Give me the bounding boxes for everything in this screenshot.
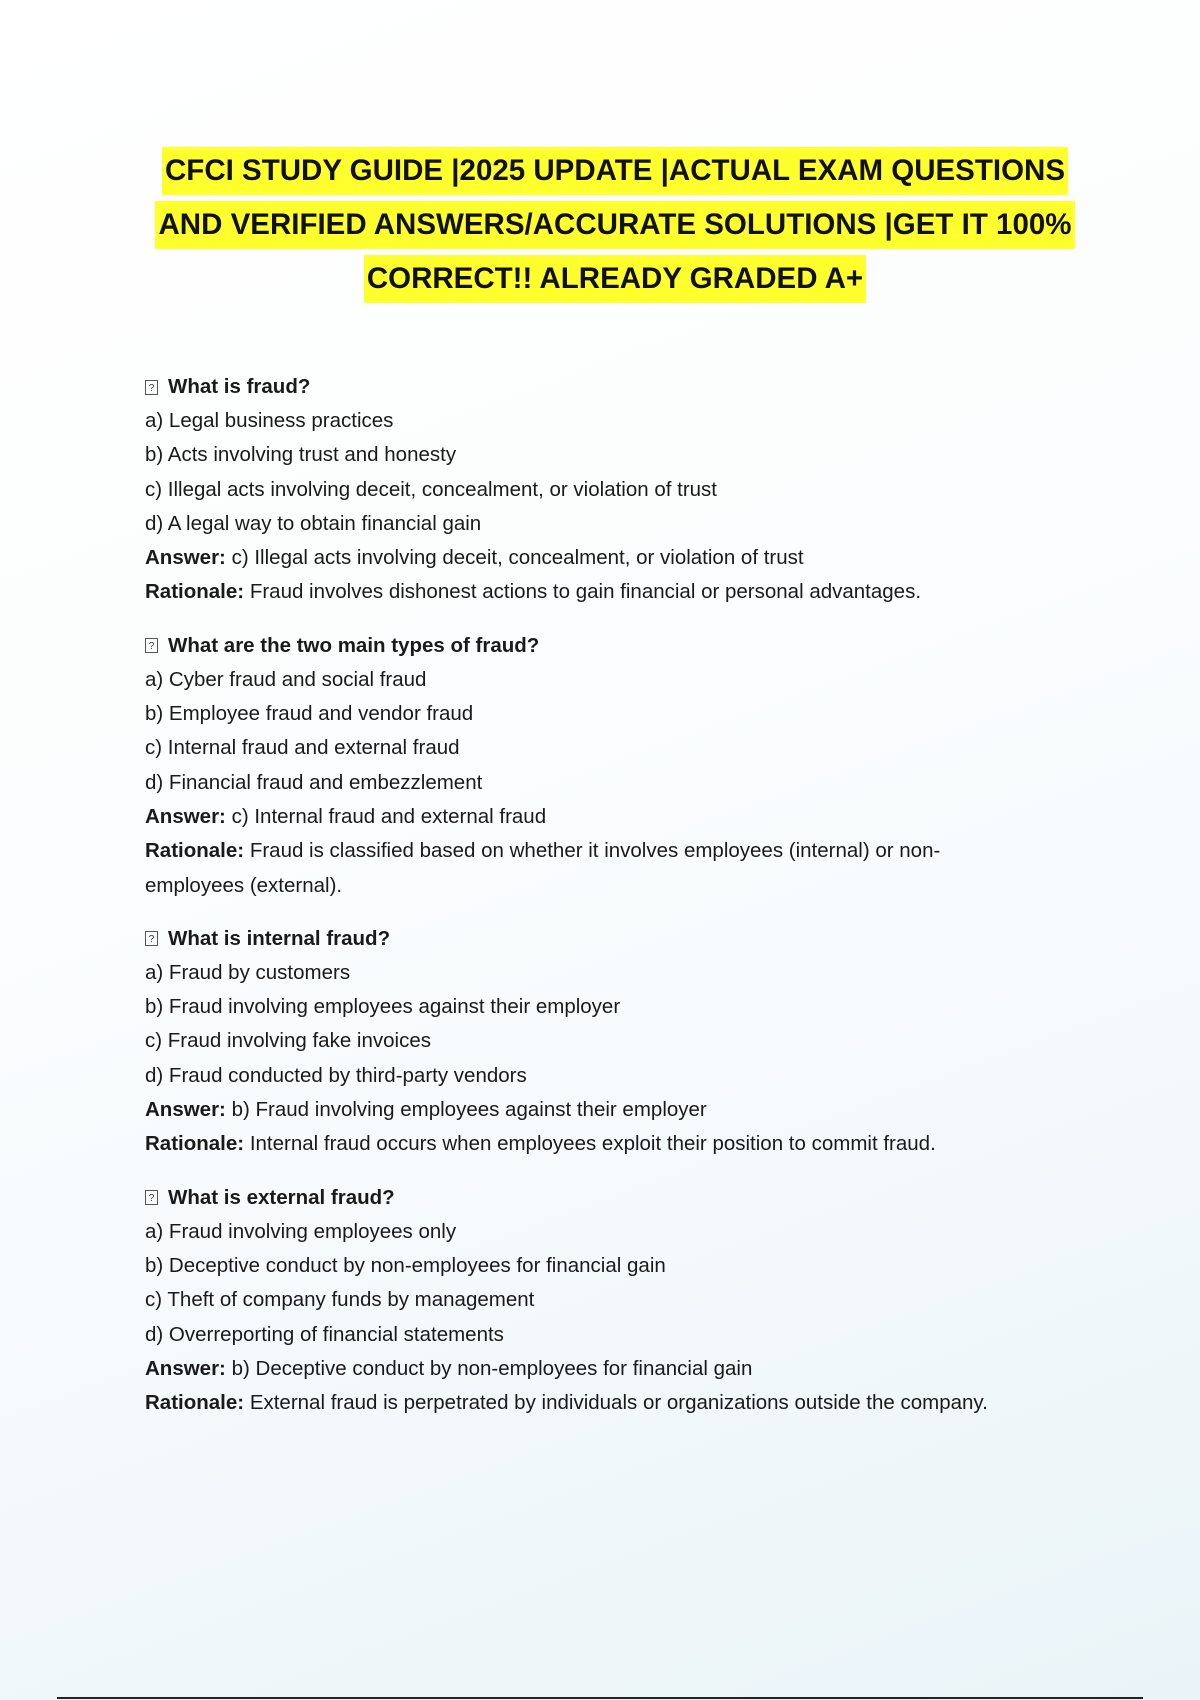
question-text: What is external fraud?: [168, 1185, 395, 1209]
question-heading: [145, 629, 1105, 663]
rationale-text: Fraud involves dishonest actions to gain financial or personal advantages.: [249, 580, 922, 604]
option-c: c) Theft of company funds by management: [145, 1288, 535, 1312]
option-d: d) Financial fraud and embezzlement: [145, 770, 483, 794]
answer-label: Answer:: [145, 1356, 226, 1380]
answer-label: Answer:: [145, 1098, 226, 1122]
option-c: c) Internal fraud and external fraud: [145, 736, 460, 760]
question-list: [145, 370, 1105, 1439]
title-line-2: AND VERIFIED ANSWERS/ACCURATE SOLUTIONS |GET IT 100%: [155, 201, 1074, 249]
answer-text: c) Internal fraud and external fraud: [231, 804, 547, 828]
document-title: [140, 144, 1090, 306]
answer-label: Answer:: [145, 546, 226, 570]
title-line-1: CFCI STUDY GUIDE |2025 UPDATE |ACTUAL EXAM QUESTIONS: [162, 147, 1068, 195]
question-heading: [145, 370, 1105, 404]
title-line-3: CORRECT!! ALREADY GRADED A+: [364, 255, 866, 303]
rationale-line: [145, 1386, 1015, 1420]
rationale-line: [145, 834, 1015, 903]
option-a: a) Cyber fraud and social fraud: [145, 667, 427, 691]
question-text: What is internal fraud?: [168, 926, 391, 950]
question-block: [145, 370, 1105, 610]
answer-line: [145, 541, 1105, 575]
option-b: b) Fraud involving employees against their employer: [145, 995, 621, 1019]
answer-line: [145, 800, 1105, 834]
missing-glyph-box-icon: ?: [145, 380, 158, 395]
option-b: b) Acts involving trust and honesty: [145, 443, 457, 467]
answer-text: c) Illegal acts involving deceit, concealment, or violation of trust: [231, 546, 804, 570]
missing-glyph-box-icon: ?: [145, 638, 158, 653]
question-block: [145, 922, 1105, 1162]
question-heading: [145, 922, 1105, 956]
rationale-text: Fraud is classified based on whether it involves employees (internal) or non-employees (external).: [145, 839, 941, 897]
rationale-line: [145, 1127, 1015, 1161]
option-a: a) Fraud involving employees only: [145, 1219, 457, 1243]
footer-rule: [57, 1697, 1143, 1699]
option-d: d) A legal way to obtain financial gain: [145, 511, 482, 535]
question-block: [145, 629, 1105, 903]
option-d: d) Fraud conducted by third-party vendors: [145, 1063, 527, 1087]
answer-line: [145, 1093, 1105, 1127]
rationale-label: Rationale:: [145, 1391, 245, 1415]
option-a: a) Legal business practices: [145, 409, 394, 432]
answer-text: b) Deceptive conduct by non-employees for financial gain: [231, 1356, 753, 1380]
option-a: a) Fraud by customers: [145, 960, 351, 984]
option-c: c) Illegal acts involving deceit, concealment, or violation of trust: [145, 477, 717, 501]
answer-text: b) Fraud involving employees against their employer: [231, 1098, 707, 1122]
rationale-line: [145, 575, 1015, 609]
missing-glyph-box-icon: ?: [145, 931, 158, 946]
rationale-label: Rationale:: [145, 839, 245, 863]
rationale-text: External fraud is perpetrated by individuals or organizations outside the company.: [249, 1391, 988, 1415]
option-b: b) Deceptive conduct by non-employees for financial gain: [145, 1253, 666, 1277]
question-text: What are the two main types of fraud?: [168, 633, 540, 657]
rationale-text: Internal fraud occurs when employees exploit their position to commit fraud.: [249, 1132, 936, 1156]
question-heading: [145, 1181, 1105, 1215]
rationale-label: Rationale:: [145, 1132, 245, 1156]
answer-line: [145, 1352, 1105, 1386]
question-text: What is fraud?: [168, 375, 311, 398]
rationale-label: Rationale:: [145, 580, 245, 604]
option-b: b) Employee fraud and vendor fraud: [145, 702, 474, 726]
answer-label: Answer:: [145, 804, 226, 828]
missing-glyph-box-icon: ?: [145, 1190, 158, 1205]
question-block: [145, 1181, 1105, 1421]
option-d: d) Overreporting of financial statements: [145, 1322, 504, 1346]
option-c: c) Fraud involving fake invoices: [145, 1029, 431, 1053]
